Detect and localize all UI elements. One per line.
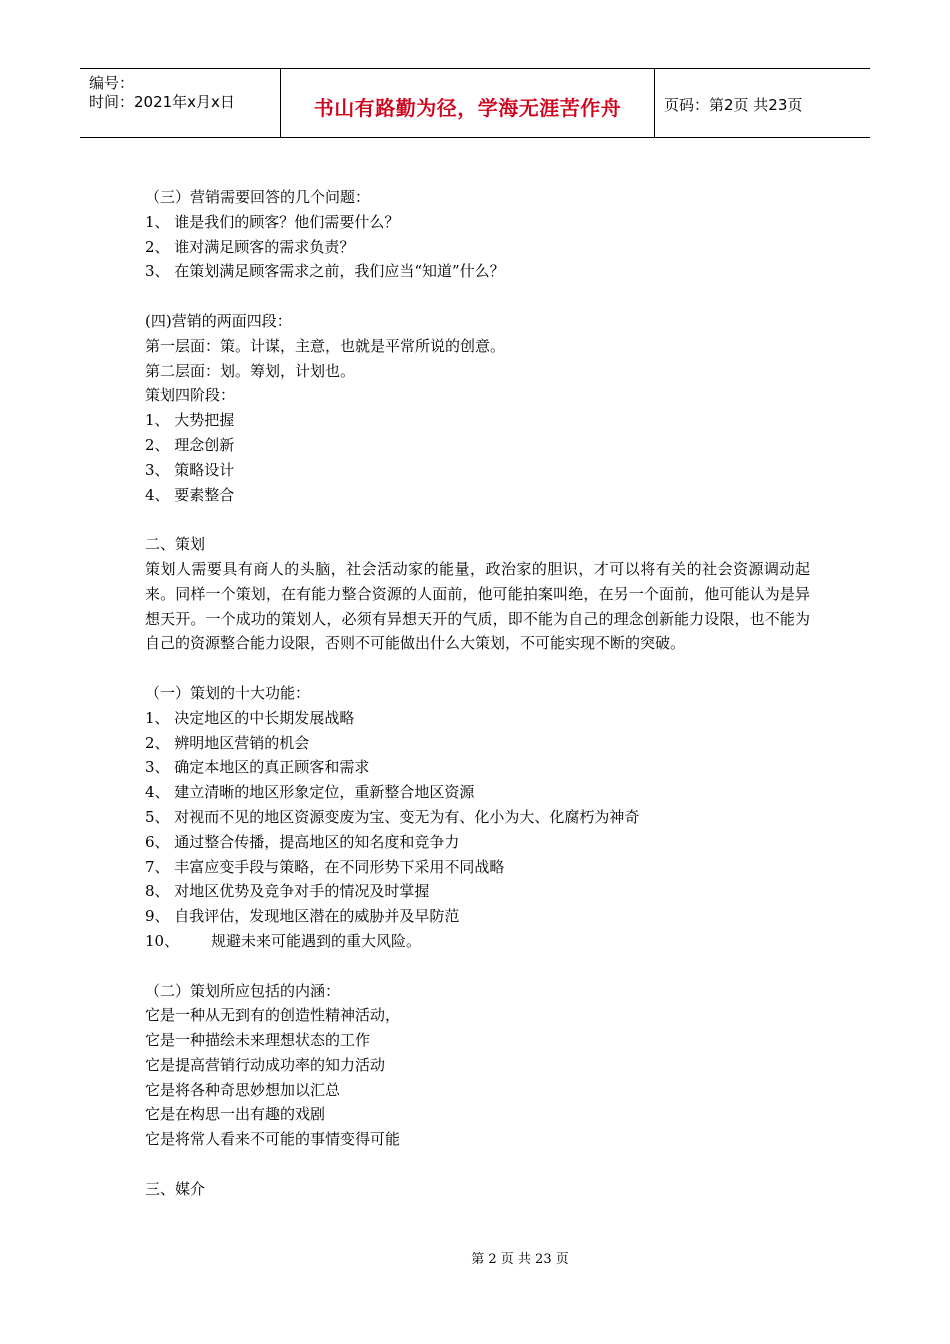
text-line: 它是在构思一出有趣的戏剧 [145, 1105, 326, 1124]
list-item: 2、 谁对满足顾客的需求负责？ [145, 237, 355, 256]
section-heading: (四)营销的两面四段： [145, 311, 292, 330]
text-line: 它是将各种奇思妙想加以汇总 [145, 1080, 341, 1099]
list-item: 3、 在策划满足顾客需求之前，我们应当“知道”什么？ [145, 262, 505, 281]
list-item: 3、 确定本地区的真正顾客和需求 [145, 758, 370, 777]
list-item: 6、 通过整合传播，提高地区的知名度和竞争力 [145, 832, 460, 851]
document-date: 时间：2021年x月x日 [89, 93, 235, 111]
part-heading: 二、策划 [145, 535, 206, 554]
list-item-number: 10、 [145, 931, 180, 950]
list-item: 7、 丰富应变手段与策略，在不同形势下采用不同战略 [145, 857, 505, 876]
list-item-text: 规避未来可能遇到的重大风险。 [211, 931, 422, 950]
text-line: 第一层面：策。计谋，主意，也就是平常所说的创意。 [145, 336, 506, 355]
header-page-info: 页码：第2页 共23页 [664, 96, 803, 114]
header-left-cell [80, 69, 281, 137]
page-header [80, 68, 870, 138]
header-motto-cell [281, 69, 655, 137]
list-item: 5、 对视而不见的地区资源变废为宝、变无为有、化小为大、化腐朽为神奇 [145, 807, 640, 826]
text-line: 它是提高营销行动成功率的知力活动 [145, 1055, 386, 1074]
list-item: 9、 自我评估，发现地区潜在的威胁并及早防范 [145, 907, 460, 926]
list-item: 1、 大势把握 [145, 411, 235, 430]
page-footer: 第 2 页 共 23 页 [471, 1252, 569, 1267]
header-motto: 书山有路勤为径，学海无涯苦作舟 [313, 96, 622, 120]
document-number-label: 编号： [89, 74, 135, 92]
text-line: 它是将常人看来不可能的事情变得可能 [145, 1130, 401, 1149]
text-line: 它是一种从无到有的创造性精神活动， [145, 1006, 401, 1025]
list-item: 2、 辨明地区营销的机会 [145, 733, 310, 752]
list-item: 1、 决定地区的中长期发展战略 [145, 708, 355, 727]
section-heading: （三）营销需要回答的几个问题： [145, 188, 371, 206]
list-item: 4、 建立清晰的地区形象定位，重新整合地区资源 [145, 783, 475, 802]
text-line: 它是一种描绘未来理想状态的工作 [145, 1031, 371, 1050]
list-item: 1、 谁是我们的顾客？他们需要什么？ [145, 212, 400, 231]
text-line: 策划四阶段： [145, 386, 236, 405]
document-body [145, 185, 810, 1202]
body-paragraph: 策划人需要具有商人的头脑，社会活动家的能量，政治家的胆识，才可以将有关的社会资源调动起来。同样一个策划，在有能力整合资源的人面前，他可能拍案叫绝，在另一个面前，他可能认为是异想天开。一个成功的策划人，必须有异想天开的气质，即不能为自己的理念创新能力设限，也不能为自己的资源整合能力设限，否则不可能做出什么大策划，不可能实现不断的突破。 [145, 559, 810, 653]
section-heading: （二）策划所应包括的内涵： [145, 981, 341, 1000]
section-heading: （一）策划的十大功能： [145, 683, 311, 702]
list-item: 4、 要素整合 [145, 485, 235, 504]
header-right-cell [655, 69, 870, 137]
part-heading: 三、媒介 [145, 1179, 206, 1198]
list-item: 8、 对地区优势及竞争对手的情况及时掌握 [145, 882, 430, 901]
list-item: 3、 策略设计 [145, 460, 235, 479]
list-item [145, 929, 810, 954]
list-item: 2、 理念创新 [145, 435, 235, 454]
text-line: 第二层面：划。筹划，计划也。 [145, 361, 356, 380]
